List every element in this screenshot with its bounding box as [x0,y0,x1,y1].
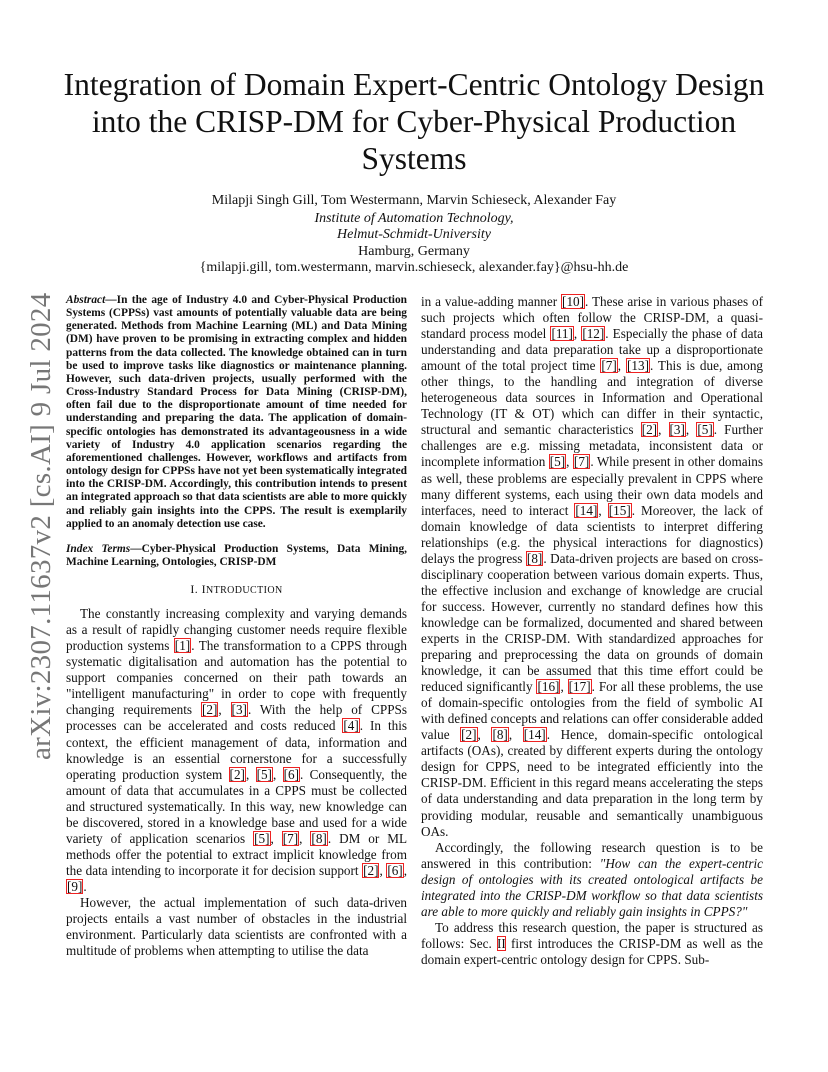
index-terms-text: —Cyber-Physical Production Systems, Data Mining, Machine Learning, Ontologies, CRISP-DM [66,542,407,568]
emails: {milapji.gill, tom.westermann, marvin.schieseck, alexander.fay}@hsu-hh.de [199,260,629,275]
citation-link[interactable]: [3] [669,422,685,438]
citation-link[interactable]: [6] [283,766,299,782]
paper-title: Integration of Domain Expert-Centric Ontology Design into the CRISP-DM for Cyber-Physical Production Systems [63,67,765,176]
citation-link[interactable]: [3] [231,702,247,718]
author-block [60,193,768,277]
citation-link[interactable]: [16] [537,679,560,695]
citation-link[interactable]: [14] [523,727,546,743]
citation-link[interactable]: [12] [582,326,605,342]
citation-link[interactable]: [6] [387,862,403,878]
abstract-text: —In the age of Industry 4.0 and Cyber-Physical Production Systems (CPPSs) vast amounts of potentially valuable data are being generated. Methods from Machine Learning (ML) and Data Mining (DM) have proven to be promising in extracting complex and hidden patterns from the data collected. The knowledge obtained can in turn be used to improve tasks like diagnostics or maintenance planning. However, such data-driven projects, usually performed with the Cross-Industry Standard Process for Data Mining (CRISP-DM), often fail due to the disproportionate amount of time needed for understanding and preparing the data. The application of domain-specific ontologies has demonstrated its advantageousness in a wide variety of Industry 4.0 application scenarios regarding the aforementioned challenges. However, workflows and artifacts from ontology design for CPPSs have not yet been systematically integrated into the CRISP-DM. Accordingly, this contribution intends to present an integrated approach so that data scientists are able to more quickly and reliably gain insights into the CPPS. The result is exemplarily applied to an anomaly detection use case. [66,294,407,530]
index-terms-lead: Index Terms [66,542,131,555]
structure-paragraph: To address this research question, the paper is structured as follows: Sec. II first introduces the CRISP-DM as well as the domain expert-centric ontology design for CPPS. Sub- [421,919,763,967]
citation-link[interactable]: [5] [697,422,713,438]
citation-link[interactable]: [8] [492,727,508,743]
citation-link[interactable]: [17] [568,679,591,695]
citation-link[interactable]: [8] [311,830,327,846]
intro-paragraph-1: The constantly increasing complexity and varying demands as a result of rapidly changing customer needs require flexible production systems [1]. The transformation to a CPPS through systematic digitalisation and automation has the potential to support companies concerned on their path towards an "intelligent manufacturing" in order to cope with frequently changing requirements [2], [3]. With the help of CPPSs processes can be accelerated and costs reduced [4]. In this context, the efficient management of data, information and knowledge is an essential cornerstone for a successfully operating production system [2], [5], [6]. Consequently, the amount of data that accumulates in a CPPS must be collected and structured systematically. In this way, new knowledge can be discovered, stored in a knowledge base and used for a wide variety of application scenarios [5], [7], [8]. DM or ML methods offer the potential to extract implicit knowledge from the data intending to incorporate it for decision support [2], [6], [9]. [66,606,408,894]
citation-link[interactable]: [1] [174,638,191,654]
research-question: "How can the expert-centric design of ontologies with its created ontological artifacts be integrated into the CRISP-DM workflow so that data scientists are able to more quickly and reliably gain insights in CPPS?" [421,855,763,919]
citation-link[interactable]: [5] [254,830,270,846]
citation-link[interactable]: [2] [229,766,245,782]
author-names: Milapji Singh Gill, Tom Westermann, Marvin Schieseck, Alexander Fay [211,193,617,208]
citation-link[interactable]: [8] [526,550,543,566]
citation-link[interactable]: [4] [343,718,359,734]
citation-link[interactable]: [7] [282,830,299,846]
intro-paragraph-2-continued: in a value-adding manner [10]. These arise in various phases of such projects which often follow the CRISP-DM, a quasi-standard process model [11], [12]. Especially the phase of data understanding and data preparation take up a disproportionate amount of the total project time [7], [13]. This is due, among other things, to the handling and integration of diverse heterogeneous data sources in Information and Operational Technology (IT & OT) which can differ in their syntactic, structural and semantic characteristics [2], [3], [5]. Further challenges are e.g. missing metadata, inconsistent data or incomplete information [5], [7]. While present in other domains as well, these problems are especially prevalent in CPPS where many different systems, each using their own data models and interfaces, need to interact [14], [15]. Moreover, the lack of domain knowledge of data scientists to interpret differing relationships (e.g. the physical interactions for diagnostics) delays the progress [8]. Data-driven projects are based on cross-disciplinary cooperation between various domain experts. Thus, the effective inclusion and exchange of knowledge are crucial for success. However, currently no standard defines how this knowledge can be formalized, documented and shared between experts in the CRISP-DM. With standardized approaches for preparing and preprocessing the data on grounds of domain knowledge, it can be assumed that this time effort could be reduced significantly [16], [17]. For all these problems, the use of domain-specific ontologies from the field of symbolic AI with defined concepts and relations can offer considerable added value [2], [8], [14]. Hence, domain-specific ontological artifacts (OAs), created by different experts during the ontology design for CPPS, need to be integrated efficiently into the CRISP-DM. Efficient in this regard means accelerating the steps of data understanding and data preparation in the long term by providing modular, reusable and semantically unambiguous OAs. [421,294,764,839]
citation-link[interactable]: [10] [562,294,585,309]
citation-link[interactable]: [2] [363,862,379,878]
location: Hamburg, Germany [358,243,470,259]
citation-link[interactable]: [9] [67,878,83,894]
research-question-paragraph: Accordingly, the following research question is to be answered in this contribution: "How can the expert-centric design of ontologies with its created ontological artifacts be integrated into the CRISP-DM workflow so that data scientists are able to more quickly and reliably gain insights in CPPS?" [421,839,763,919]
citation-link[interactable]: [2] [641,422,658,438]
arxiv-identifier: arXiv:2307.11637v2 [cs.AI] 9 Jul 2024 [25,292,57,760]
citation-link[interactable]: [15] [608,502,631,518]
citation-link[interactable]: [13] [626,358,649,374]
citation-link[interactable]: [7] [601,358,617,374]
citation-link[interactable]: [7] [573,454,590,470]
affiliation-line-2: Helmut-Schmidt-University [337,227,491,242]
citation-link[interactable]: [2] [201,702,218,718]
section-heading-introduction: I. INTRODUCTION [190,582,283,597]
right-column [421,294,763,968]
citation-link[interactable]: [5] [549,454,566,470]
abstract [66,294,407,531]
citation-link[interactable]: [11] [551,326,573,342]
affiliation-line-1: Institute of Automation Technology, [314,210,514,226]
abstract-lead: Abstract [66,294,106,306]
citation-link[interactable]: [5] [256,766,272,782]
section-reference-link[interactable]: II [497,935,506,951]
intro-paragraph-2: However, the actual implementation of such data-driven projects entails a vast number of obstacles in the industrial environment. Particularly data scientists are confronted with a multitude of problems when attempting to utilise the data [66,894,407,959]
citation-link[interactable]: [14] [575,502,598,518]
citation-link[interactable]: [2] [461,727,477,743]
left-column [66,294,407,959]
index-terms [66,543,407,569]
